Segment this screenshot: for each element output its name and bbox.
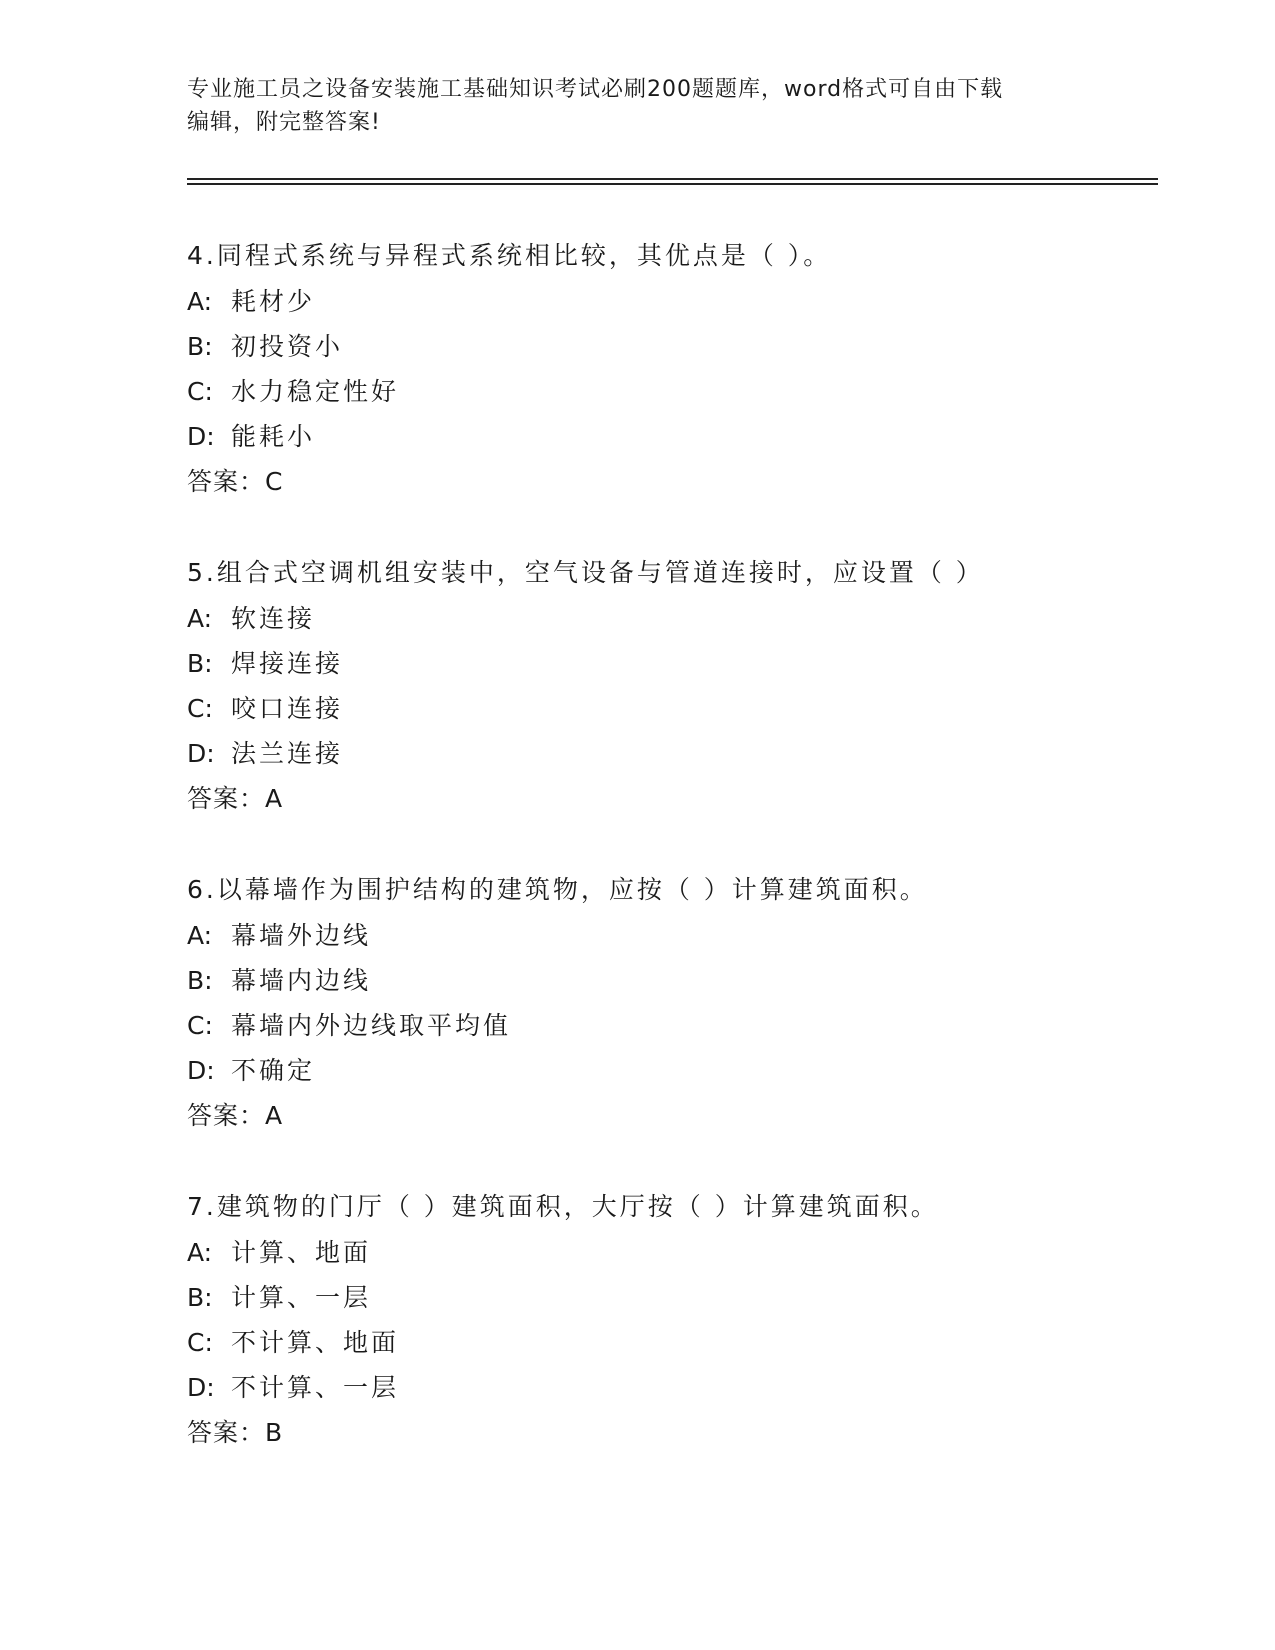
question-block-5 [187,556,1167,827]
option-text: 耗材少 [231,287,316,316]
question-stem: 6.以幕墙作为围护结构的建筑物，应按（ ）计算建筑面积。 [187,875,928,904]
option-text: 能耗小 [231,422,316,451]
option-key: A: [187,287,213,316]
option-key: A: [187,604,213,633]
answer-line [187,1416,1167,1461]
question-stem: 4.同程式系统与异程式系统相比较，其优点是（ ）。 [187,241,832,270]
question-block-6 [187,873,1167,1144]
option-text: 不计算、地面 [231,1328,400,1357]
option-text: 软连接 [231,604,316,633]
document-header [187,73,1067,139]
question-block-7 [187,1190,1167,1461]
option-text: 幕墙内边线 [231,966,372,995]
option-text: 初投资小 [231,332,344,361]
question-block-4 [187,239,1167,510]
option-key: D: [187,1056,215,1085]
option-key: D: [187,739,215,768]
option-text: 水力稳定性好 [231,377,400,406]
option-text: 计算、地面 [231,1238,372,1267]
option-text: 不计算、一层 [231,1373,400,1402]
option-b [187,647,1167,692]
option-a [187,602,1167,647]
option-d [187,1054,1167,1099]
option-d [187,1371,1167,1416]
option-text: 咬口连接 [231,694,344,723]
option-c [187,1009,1167,1054]
option-a [187,919,1167,964]
option-key: C: [187,1011,213,1040]
option-c [187,375,1167,420]
answer-label: 答案： [187,467,266,496]
option-text: 焊接连接 [231,649,344,678]
option-d [187,737,1167,782]
option-c [187,1326,1167,1371]
option-b [187,330,1167,375]
option-key: A: [187,921,213,950]
option-a [187,285,1167,330]
answer-value: A [265,784,283,813]
answer-label: 答案： [187,1418,266,1447]
header-divider-top [187,178,1158,180]
option-d [187,420,1167,465]
option-key: C: [187,377,213,406]
answer-line [187,1099,1167,1144]
answer-line [187,782,1167,827]
answer-value: C [265,467,283,496]
answer-line [187,465,1167,510]
option-text: 幕墙内外边线取平均值 [231,1011,512,1040]
answer-value: B [265,1418,283,1447]
option-key: A: [187,1238,213,1267]
option-key: D: [187,422,215,451]
option-key: B: [187,649,213,678]
option-text: 计算、一层 [231,1283,372,1312]
option-text: 幕墙外边线 [231,921,372,950]
answer-label: 答案： [187,784,266,813]
option-key: B: [187,966,213,995]
option-key: B: [187,332,213,361]
option-b [187,1281,1167,1326]
option-a [187,1236,1167,1281]
option-c [187,692,1167,737]
option-key: D: [187,1373,215,1402]
option-key: C: [187,1328,213,1357]
question-stem: 5.组合式空调机组安装中，空气设备与管道连接时，应设置（ ） [187,558,984,587]
option-b [187,964,1167,1009]
option-text: 法兰连接 [231,739,344,768]
answer-value: A [265,1101,283,1130]
question-stem: 7.建筑物的门厅（ ）建筑面积，大厅按（ ）计算建筑面积。 [187,1192,939,1221]
option-text: 不确定 [231,1056,316,1085]
header-line-2: 编辑，附完整答案! [187,110,381,135]
header-divider-bottom [187,183,1158,185]
option-key: B: [187,1283,213,1312]
header-line-1: 专业施工员之设备安装施工基础知识考试必刷200题题库，word格式可自由下载 [187,77,1004,102]
option-key: C: [187,694,213,723]
answer-label: 答案： [187,1101,266,1130]
